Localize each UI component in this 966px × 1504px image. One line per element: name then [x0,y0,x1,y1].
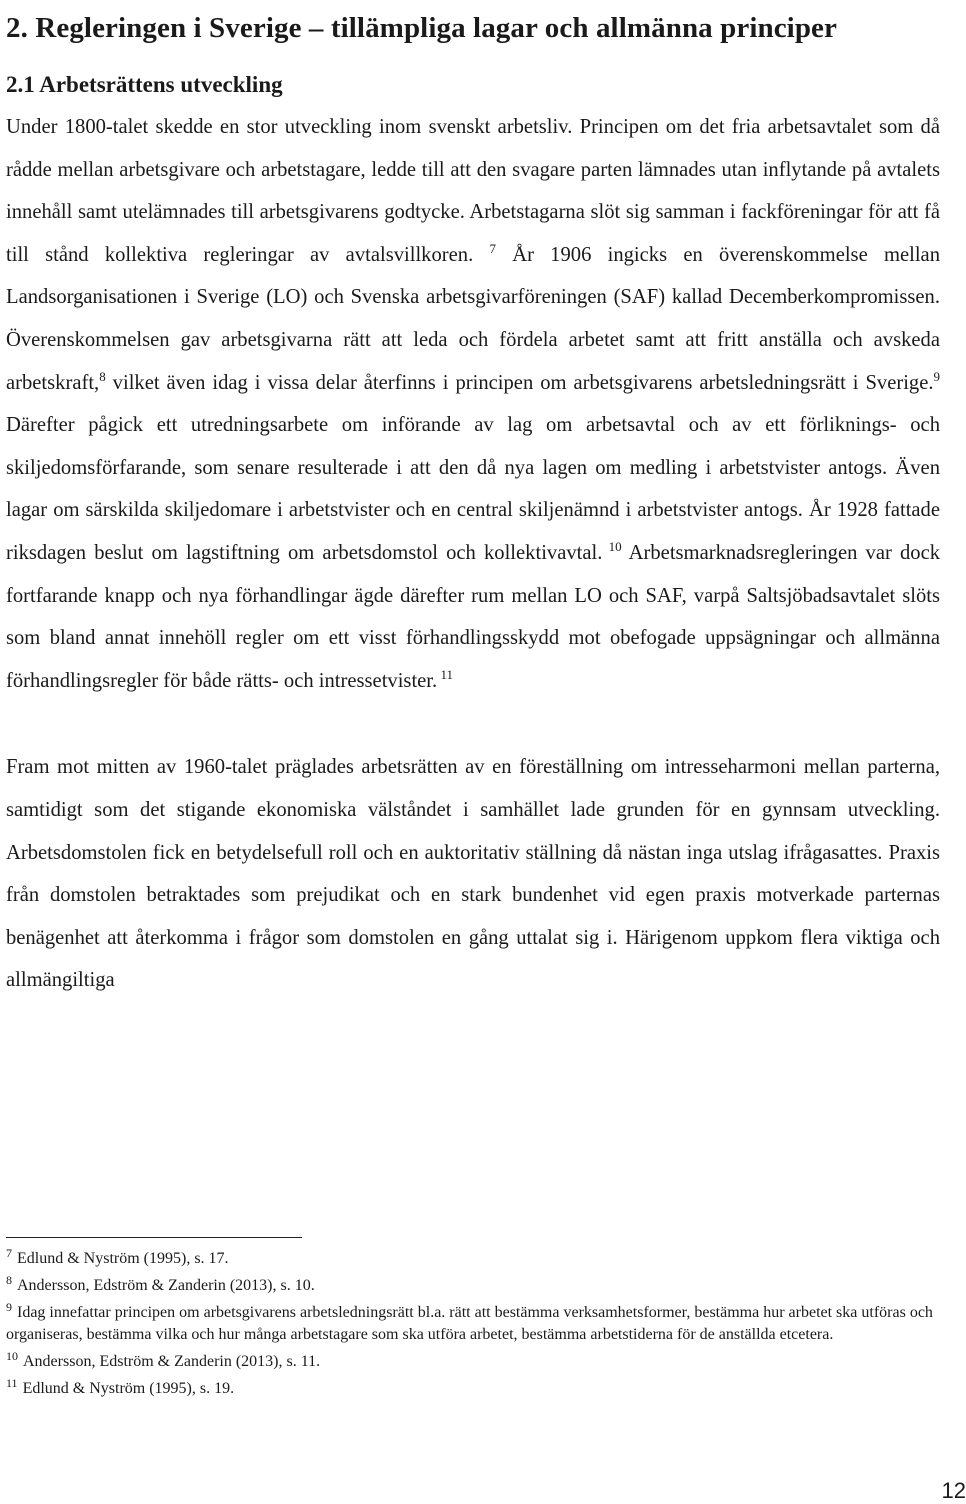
footnote-ref-9[interactable]: 9 [933,368,940,384]
footnote-8 [6,1272,940,1299]
chapter-title: 2. Regleringen i Sverige – tillämpliga lagar och allmänna principer [6,12,838,44]
footnote-ref-7[interactable]: 7 [489,240,496,256]
footnote-divider [6,1237,302,1238]
paragraph-text: Arbetsmarknadsregleringen var dock fortfarande knapp och nya förhandlingar ägde därefter rum mellan LO och SAF, varpå Saltsjöbadsavtalet slöts som bland annat innehöll regler om ett visst förhandlingsskydd mot obefogade uppsägningar och allmänna förhandlingsregler för både rätts- och intressetvister. [6,541,941,692]
footnote-ref-8[interactable]: 8 [99,368,106,384]
footnote-number: 11 [6,1375,18,1390]
footnote-number: 7 [6,1245,12,1260]
footnote-text: Andersson, Edström & Zanderin (2013), s. 11. [23,1353,321,1370]
footnote-number: 10 [6,1348,18,1363]
paragraph-gap [6,702,940,746]
paragraph-text: Därefter pågick ett utredningsarbete om införande av lag om arbetsavtal och av ett förliknings- och skiljedomsförfarande, som senare resulterade i att den då nya lagen om medling i arbetstvister antogs. Även lagar om särskilda skiljedomare i arbetstvister och en central skiljenämnd i arbetstvister antogs. År 1928 fattade riksdagen beslut om lagstiftning om arbetsdomstol och kollektivavtal. [6,414,940,564]
footnote-text: Andersson, Edström & Zanderin (2013), s. 10. [17,1277,315,1294]
body-paragraph-1 [6,106,940,702]
paragraph-text: Under 1800-talet skedde en stor utveckling inom svenskt arbetsliv. Principen om det fria arbetsavtalet som då rådde mellan arbetsgivare och arbetstagare, ledde till att den svagare parten lämnades utan inflytande på avtalets innehåll samt utelämnades till arbetsgivarens godtycke. Arbetstagarna slöt sig samman i fackföreningar för att få till stånd kollektiva regleringar av avtalsvillkoren. [6,116,940,266]
footnote-7 [6,1245,940,1272]
footnote-9 [6,1299,940,1348]
footnote-number: 8 [6,1272,12,1287]
document-page [6,0,966,1503]
footnote-text: Edlund & Nyström (1995), s. 17. [17,1250,229,1267]
footnote-ref-11[interactable]: 11 [437,666,453,682]
page-number: 12 [941,1478,966,1503]
footnote-number: 9 [6,1299,12,1314]
footnote-text: Idag innefattar principen om arbetsgivarens arbetsledningsrätt bl.a. rätt att bestämma verksamhetsformer, bestämma hur arbetet ska utföras och organiseras, bestämma vilka och hur många arbetstagare som ska utföra arbetet, bestämma arbetstiderna för de anställda etcetera. [6,1304,933,1343]
footnote-text: Edlund & Nyström (1995), s. 19. [22,1380,235,1397]
footnote-11 [6,1375,940,1402]
paragraph-text: vilket även idag i vissa delar återfinns i principen om arbetsgivarens arbetsledningsrätt i Sverige. [105,371,934,394]
footnote-10 [6,1348,940,1375]
section-title: 2.1 Arbetsrättens utveckling [6,72,283,97]
body-paragraph-2: Fram mot mitten av 1960-talet präglades arbetsrätten av en föreställning om intresseharmoni mellan parterna, samtidigt som det stigande ekonomiska välståndet i samhället lade grunden för en gynnsam utveckling. Arbetsdomstolen fick en betydelsefull roll och en auktoritativ ställning då nästan inga utslag ifrågasattes. Praxis från domstolen betraktades som prejudikat och en stark bundenhet vid egen praxis motverkade parternas benägenhet att återkomma i frågor som domstolen en gång uttalat sig i. Härigenom uppkom flera viktiga och allmängiltiga [6,756,940,992]
footnote-ref-10[interactable]: 10 [602,539,622,555]
footnotes [6,1245,940,1402]
paragraph-text: År 1906 ingicks en överenskommelse mellan Landsorganisationen i Sverige (LO) och Svenska arbetsgivarföreningen (SAF) kallad Decemberkompromissen. Överenskommelsen gav arbetsgivarna rätt att leda och fördela arbetet samt att fritt anställa och avskeda arbetskraft, [6,243,940,394]
